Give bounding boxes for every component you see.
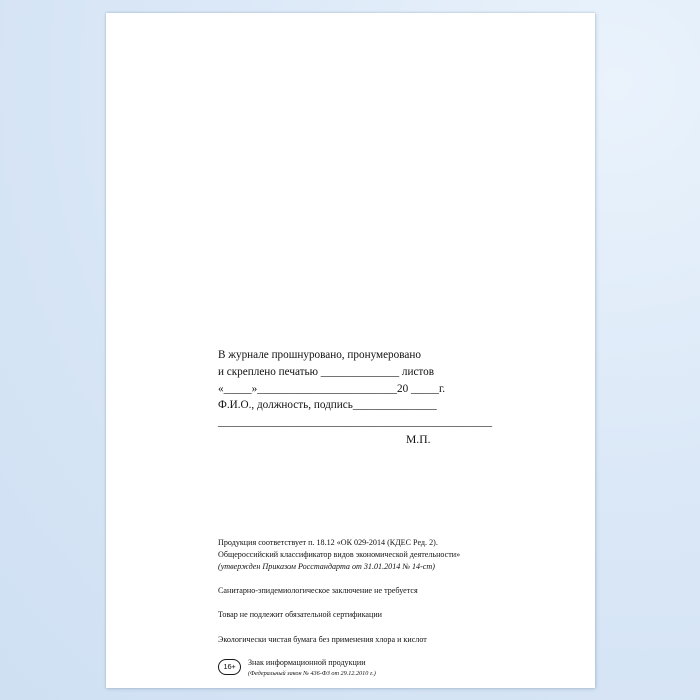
certification-line-2: и скреплено печатью ______________ листов — [218, 365, 435, 378]
legal-paragraph-classifier-line-3: (утвержден Приказом Росстандарта от 31.01.2014 № 14-ст) — [218, 561, 435, 571]
age-rating-badge-icon: 16+ — [218, 659, 241, 675]
legal-paragraph-classifier — [218, 537, 568, 573]
legal-paragraph-classifier-line-2: Общероссийский классификатор видов экономической деятельности» — [218, 549, 461, 559]
legal-note-sanitary: Санитарно-эпидемиологическое заключение не требуется — [218, 585, 418, 595]
page-content — [106, 13, 595, 688]
legal-note-certification: Товар не подлежит обязательной сертификации — [218, 610, 383, 620]
legal-block — [218, 537, 568, 678]
certification-line-4: Ф.И.О., должность, подпись_______________ — [218, 399, 437, 412]
age-rating-label: Знак информационной продукции — [248, 657, 366, 667]
legal-note-paper: Экологически чистая бумага без применения хлора и кислот — [218, 634, 427, 644]
certification-line-5: _________________________________________________ — [218, 416, 493, 429]
document-page — [106, 13, 595, 688]
age-rating-row — [218, 658, 568, 678]
stamp-place-label: М.П. — [406, 433, 431, 446]
age-rating-law: (Федеральный закон № 436-ФЗ от 29.12.2010 г.) — [248, 669, 376, 677]
legal-paragraph-classifier-line-1: Продукция соответствует п. 18.12 «ОК 029-2014 (КДЕС Ред. 2). — [218, 538, 438, 547]
certification-block — [218, 347, 548, 431]
certification-line-1: В журнале прошнуровано, пронумеровано — [218, 349, 421, 361]
age-rating-text — [248, 658, 376, 678]
certification-line-3: «_____»_________________________20 _____г. — [218, 382, 446, 395]
